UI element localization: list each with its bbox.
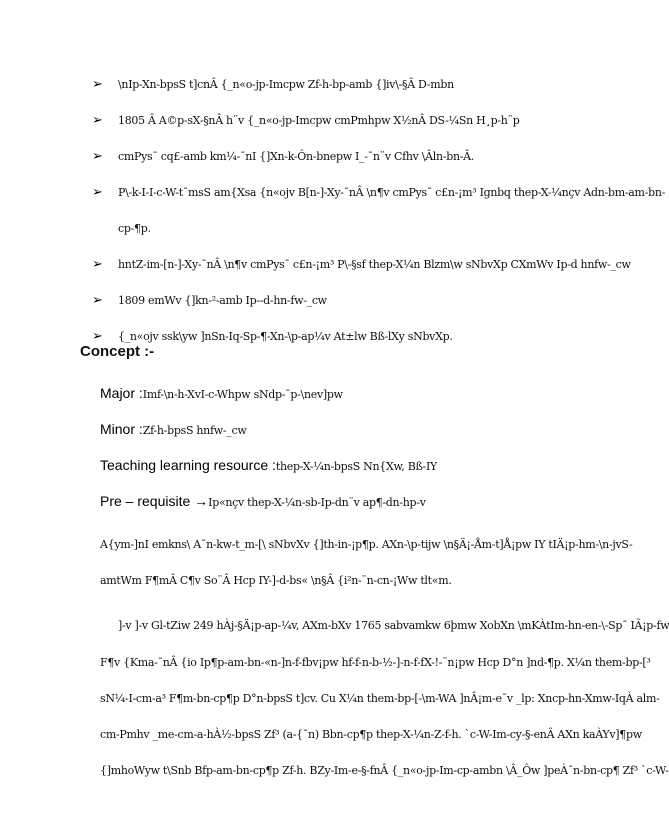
arrow-bullet-icon: ➢ [92,149,103,164]
bullet-item [92,67,612,103]
arrow-bullet-icon: ➢ [92,329,103,344]
bullet-item [92,283,612,319]
concept-value: Zf-h-bpsS hnfw-_cw [142,424,247,437]
bullet-item [92,319,612,355]
concept-value: Ip«nçv thep-X-¼n-sb-Ip-dn¨v ap¶-dn-hp-v [208,496,426,509]
concept-label: Teaching learning resource : [100,457,276,473]
arrow-bullet-icon: ➢ [92,293,103,308]
concept-major [100,383,343,402]
paragraph-line: F¶v {Kma-¯nÂ {io Ip¶p-am-bn-«n-]n-f-fbv¡pw hf-f-n-b-½-]-n-f-fX-!-¨n¡pw Hcp D°n ]nd-¶p. X¼n them-bp-[³ [100,656,651,669]
arrow-bullet-icon: ➢ [92,185,103,200]
paragraph-line: sN¼-I-cm-a³ F¶m-bn-cp¶p D°n-bpsS t]cv. Cu X¼n them-bp-[-\m-WA ]nÂ¡m-e¯v _lp: Xncp-hn-Xmw-IqÀ alm- [100,692,660,705]
concept-label: Pre – requisite → [100,493,209,509]
bullet-item [92,103,612,139]
bullet-text: cmPys¯ cq£-amb km¼-¯nI {]Xn-k-Ôn-bnepw I_-¯n¨v Cfhv \Âln-bn-Â. [118,150,475,163]
concept-prerequisite [100,491,426,510]
paragraph-line: {]mhoWyw t\Snb Bfp-am-bn-cp¶p Zf-h. BZy-Im-e-§-fnÂ {_n«o-jp-Im-cp-ambn \Â_Ôw ]peÀ¯n-bn-cp¶ Zf³ `c-W- [100,764,669,777]
concept-minor [100,419,246,438]
concept-value: thep-X-¼n-bpsS Nn{Xw, Bß-IY [275,460,437,473]
concept-label: Minor : [100,421,143,437]
bullet-item [92,247,631,283]
concept-heading: Concept :- [80,343,155,360]
arrow-bullet-icon: ➢ [92,77,103,92]
bullet-text: {_n«ojv ssk\yw ]nSn-Iq-Sp-¶-Xn-\p-ap¼v At±lw Bß-lXy sNbvXp. [118,330,453,343]
bullet-text: hntZ-im-[n-]-Xy-¯nÂ \n¶v cmPys¯ c£n-¡m³ P\-§sf thep-X¼n Blzm\w sNbvXp CXmWv Ip-d hnfw-_cw [118,258,631,271]
concept-value: Imf-\n-h-XvI-c-Whpw sNdp-¯p-\nev]pw [142,388,343,401]
bullet-item [92,139,612,175]
arrow-bullet-icon: ➢ [92,113,103,128]
paragraph-line: amtWm F¶mÂ C¶v So¨Â Hcp IY-]-d-bs« \n§Â {i²n-¨n-cn-¡Ww tlt«m. [100,574,452,587]
bullet-text: 1809 emWv {]kn-²-amb Ip--d-hn-fw-_cw [118,294,327,307]
concept-teaching-resource [100,455,437,474]
paragraph-line: A{ym-]nI emkns\ A¯n-kw-t_m-[\ sNbvXv {]th-in-¡p¶p. AXn-\p-tijw \n§Ä¡-Åm-t]Å¡pw IY tIÄ¡p-hm-\n-jvS- [100,538,633,551]
bullet-list [92,67,666,355]
bullet-continuation: cp-¶p. [118,222,151,235]
bullet-text: P\-k-I-I-c-W-t¯msS am{Xsa {n«ojv B[n-]-Xy-¯nÂ \n¶v cmPys¯ c£n-¡m³ Ignbq thep-X-¼nçv Adn-bm-am-bn- [118,186,666,199]
paragraph-line: ]-v ]-v Gl-tZiw 249 hÀj-§Ä¡p-ap-¼v, AXm-bXv 1765 sabvamkw 6þmw XobXn \mKÀtIm-hn-en-\-Sp¯ IÃ¡p-fw [118,619,669,632]
bullet-text: 1805 Â A©p-sX-§nÂ h¨v {_n«o-jp-Imcpw cmPmhpw X½nÂ DS-¼Sn H¸p-h¨p [118,114,520,127]
paragraph-line: cm-Pmhv _me-cm-a-hÀ½-bpsS Zf³ (a-{¯n) Bbn-cp¶p thep-X-¼n-Z-f-h. `c-W-Im-cy-§-enÂ AXn kaÀYv]¶pw [100,728,642,741]
bullet-text: \nIp-Xn-bpsS t]cnÂ {_n«o-jp-Imcpw Zf-h-bp-amb {]iv\-§Â D-mbn [118,78,454,91]
arrow-bullet-icon: ➢ [92,257,103,272]
bullet-item [92,175,666,211]
concept-label: Major : [100,385,143,401]
